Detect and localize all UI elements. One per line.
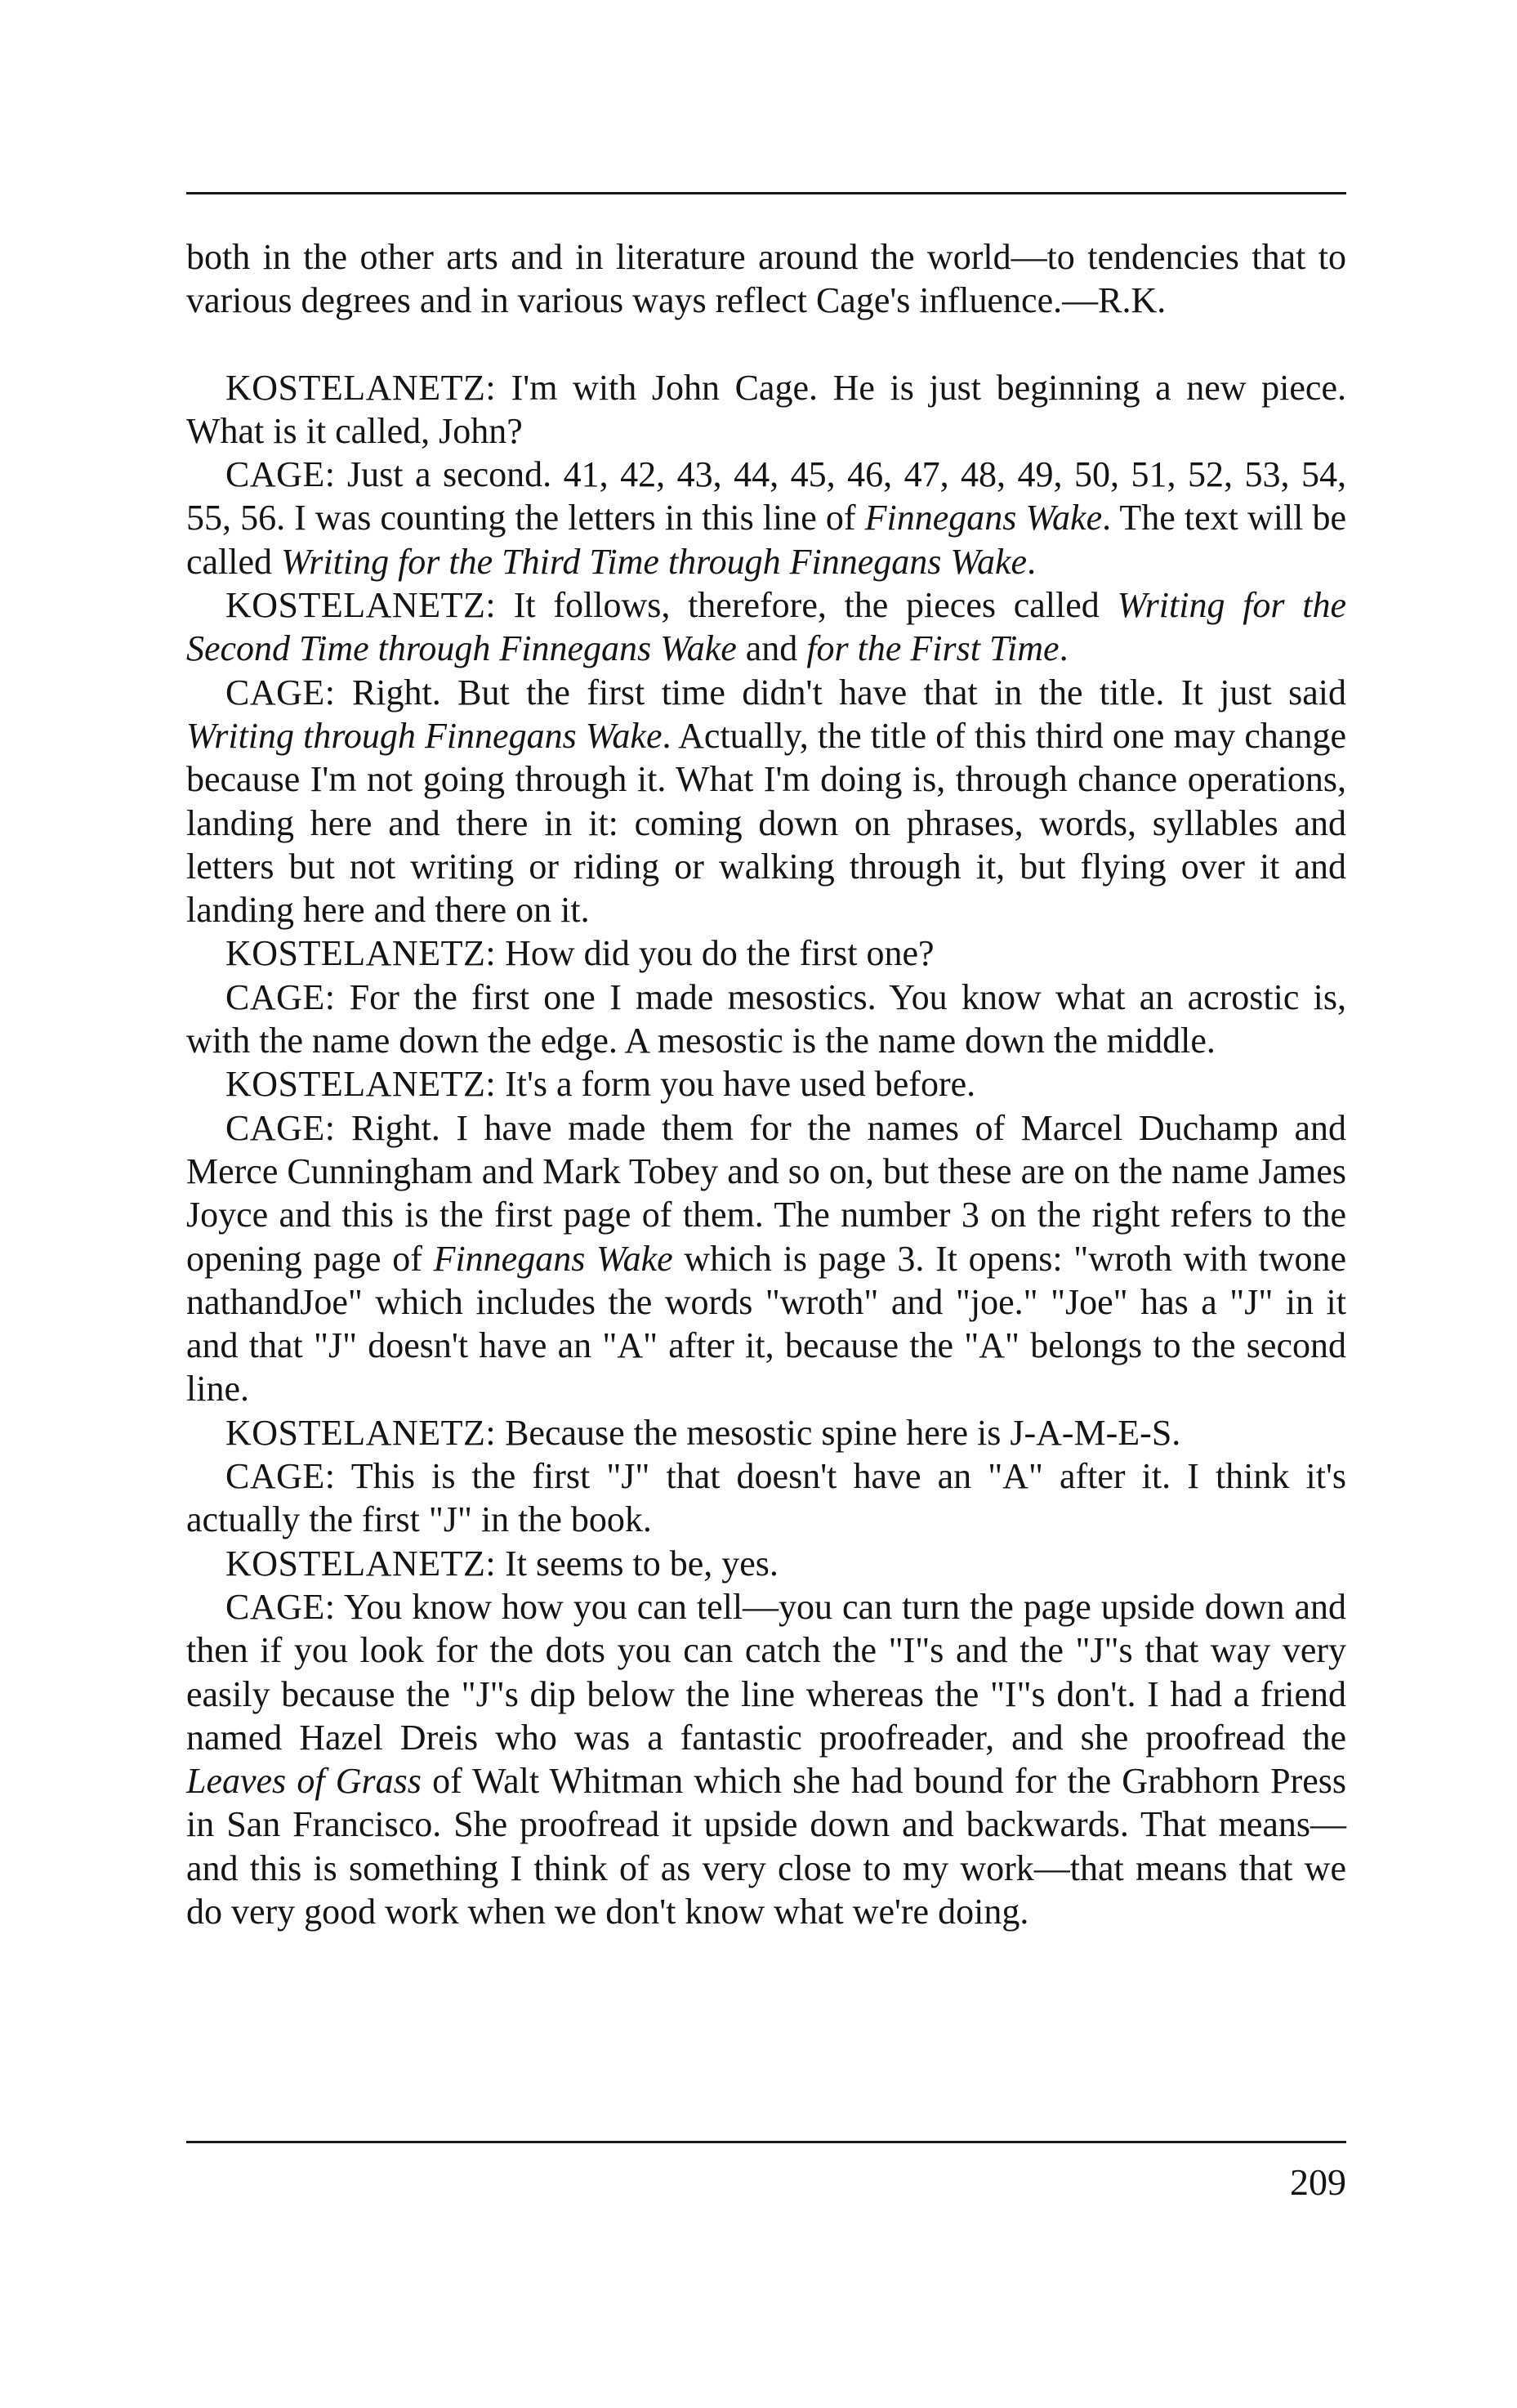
italic-title: Writing for the Third Time through Finnegans Wake: [281, 541, 1028, 582]
speaker-label: KOSTELANETZ:: [225, 367, 497, 408]
speech-text: Right. I have made them for the names of Marcel Duchamp and Merce Cunningham and Mark Tobey and so on, but these are on the name James Joyce and this is the first page of them. The number 3 on the right refers to the opening page of: [186, 1107, 1346, 1279]
top-rule: [186, 192, 1346, 194]
speaker-label: KOSTELANETZ:: [225, 933, 497, 974]
speech-text: and: [736, 628, 807, 669]
dialogue-paragraph: [186, 1542, 1346, 1585]
speech-text: Just a second. 41, 42, 43, 44, 45, 46, 47, 48, 49, 50, 51, 52, 53, 54, 55, 56. I was counting the letters in this line of: [186, 454, 1346, 538]
speech-text: For the first one I made mesostics. You know what an acrostic is, with the name down the edge. A mesostic is the name down the middle.: [186, 976, 1346, 1061]
speech-text: .: [1027, 541, 1037, 582]
italic-title: Writing through Finnegans Wake: [186, 715, 663, 756]
page-text: [186, 235, 1346, 1933]
dialogue-paragraph: [186, 453, 1346, 583]
speaker-label: CAGE:: [225, 1107, 336, 1148]
speech-text: Because the mesostic spine here is J-A-M-E-S.: [496, 1412, 1181, 1453]
speaker-label: CAGE:: [225, 1586, 336, 1627]
speech-text: .: [1059, 628, 1069, 669]
dialogue-paragraph: [186, 976, 1346, 1063]
interview-dialogue: [186, 366, 1346, 1934]
speech-text: . Actually, the title of this third one may change because I'm not going through it. What I'm doing is, through chance operations, landing here and there in it: coming down on phrases, words, syllables and letters but not writing or riding or walking through it, but flying over it and landing here and there on it.: [186, 715, 1346, 931]
speaker-label: KOSTELANETZ:: [225, 585, 497, 626]
italic-title: Writing for the Second Time through Finnegans Wake: [186, 585, 1347, 669]
speech-text: It seems to be, yes.: [496, 1543, 779, 1584]
italic-title: Finnegans Wake: [864, 498, 1103, 538]
speech-text: which is page 3. It opens: "wroth with twone nathandJoe" which includes the words "wroth" and "joe." "Joe" has a "J" in it and that "J" doesn't have an "A" after it, because the "A" belongs to the second line.: [186, 1238, 1346, 1410]
dialogue-paragraph: [186, 366, 1346, 453]
speaker-label: CAGE:: [225, 454, 336, 495]
speech-text: . The text will be called: [186, 498, 1347, 582]
dialogue-paragraph: [186, 931, 1346, 975]
dialogue-paragraph: [186, 1062, 1346, 1106]
speech-text: It's a form you have used before.: [496, 1064, 976, 1105]
speech-text: You know how you can tell—you can turn the page upside down and then if you look for the dots you can catch the "I"s and the "J"s that way very easily because the "J"s dip below the line whereas the "I"s don't. I had a friend named Hazel Dreis who was a fantastic proofreader, and she proofread the: [186, 1586, 1346, 1758]
speech-text: of Walt Whitman which she had bound for the Grabhorn Press in San Francisco. She proofread it upside down and backwards. That means—and this is something I think of as very close to my work—that means that we do very good work when we don't know what we're doing.: [186, 1761, 1346, 1932]
italic-title: Leaves of Grass: [186, 1761, 422, 1802]
speaker-label: CAGE:: [225, 976, 336, 1017]
intro-paragraph: both in the other arts and in literature around the world—to tendencies that to various degrees and in various ways reflect Cage's influence.—R.K.: [186, 237, 1346, 321]
speech-text: I'm with John Cage. He is just beginning a new piece. What is it called, John?: [186, 367, 1346, 451]
dialogue-paragraph: [186, 583, 1346, 671]
speaker-label: KOSTELANETZ:: [225, 1064, 497, 1105]
dialogue-paragraph: [186, 1454, 1346, 1542]
speaker-label: KOSTELANETZ:: [225, 1543, 497, 1584]
dialogue-paragraph: [186, 1585, 1346, 1933]
speaker-label: CAGE:: [225, 672, 336, 713]
dialogue-paragraph: [186, 671, 1346, 932]
speech-text: It follows, therefore, the pieces called: [496, 585, 1118, 626]
speech-text: How did you do the first one?: [496, 933, 935, 974]
page-number: 209: [1290, 2161, 1346, 2203]
dialogue-paragraph: [186, 1411, 1346, 1454]
italic-title: Finnegans Wake: [433, 1238, 673, 1279]
speech-text: This is the first "J" that doesn't have an "A" after it. I think it's actually the first "J" in the book.: [186, 1456, 1346, 1540]
bottom-rule: [186, 2141, 1346, 2143]
italic-title: for the First Time: [806, 628, 1060, 669]
speech-text: Right. But the first time didn't have that in the title. It just said: [335, 672, 1346, 713]
dialogue-paragraph: [186, 1106, 1346, 1411]
speaker-label: KOSTELANETZ:: [225, 1412, 497, 1453]
speaker-label: CAGE:: [225, 1456, 336, 1497]
